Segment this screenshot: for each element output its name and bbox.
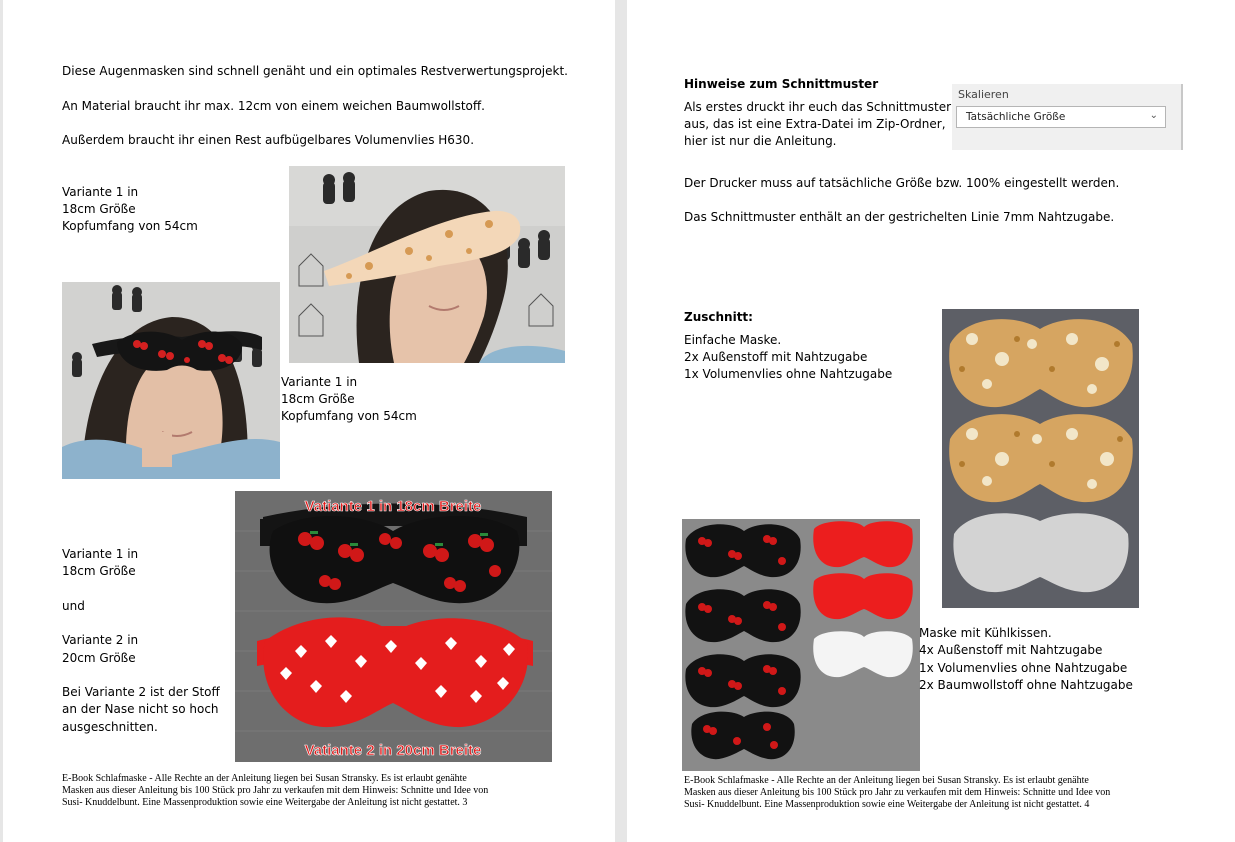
photo-cherry-pieces bbox=[682, 519, 920, 771]
caption-c-line-8: ausgeschnitten. bbox=[62, 720, 158, 734]
caption-c-line-4: Variante 2 in bbox=[62, 633, 139, 647]
photo-label-top: Vatiante 1 in 18cm Breite bbox=[304, 498, 482, 515]
scale-label: Skalieren bbox=[958, 88, 1009, 101]
hint-line-3: hier ist nur die Anleitung. bbox=[684, 134, 837, 148]
footer-line-3: Susi- Knuddelbunt. Eine Massenproduktion sowie eine Weitergabe der Anleitung ist nicht gestattet. 4 bbox=[684, 799, 1090, 810]
caption-c-line-5: 20cm Größe bbox=[62, 651, 136, 665]
photo-woman-cherry-mask bbox=[62, 282, 280, 479]
cut-cool-line-1: Maske mit Kühlkissen. bbox=[919, 626, 1052, 640]
photo-two-masks bbox=[235, 491, 552, 762]
footer-line-2: Masken aus dieser Anleitung bis 100 Stück pro Jahr zu verkaufen mit dem Hinweis: Schnitte und Idee von bbox=[684, 787, 1111, 798]
caption-b-line-2: 18cm Größe bbox=[281, 392, 355, 406]
photo-woman-paisley-mask bbox=[289, 166, 565, 363]
cut-cool-line-4: 2x Baumwollstoff ohne Nahtzugabe bbox=[919, 678, 1133, 692]
caption-c-line-7: an der Nase nicht so hoch bbox=[62, 702, 219, 716]
printer-note: Der Drucker muss auf tatsächliche Größe bzw. 100% eingestellt werden. bbox=[684, 176, 1120, 190]
cut-title: Zuschnitt: bbox=[684, 310, 753, 324]
cut-simple-line-2: 2x Außenstoff mit Nahtzugabe bbox=[684, 350, 868, 364]
intro-line-3: Außerdem braucht ihr einen Rest aufbügelbares Volumenvlies H630. bbox=[62, 133, 475, 147]
caption-c-line-6: Bei Variante 2 ist der Stoff bbox=[62, 685, 220, 699]
page-4 bbox=[627, 0, 1235, 842]
caption-c-line-1: Variante 1 in bbox=[62, 547, 139, 561]
hint-line-2: aus, das ist eine Extra-Datei im Zip-Ordner, bbox=[684, 117, 946, 131]
chevron-down-icon: ⌄ bbox=[1149, 110, 1158, 121]
cut-cool-line-3: 1x Volumenvlies ohne Nahtzugabe bbox=[919, 661, 1128, 675]
caption-b-line-1: Variante 1 in bbox=[281, 375, 358, 389]
photo-paisley-pieces bbox=[942, 309, 1139, 608]
intro-line-2: An Material braucht ihr max. 12cm von einem weichen Baumwollstoff. bbox=[62, 99, 485, 113]
cut-cool-line-2: 4x Außenstoff mit Nahtzugabe bbox=[919, 643, 1103, 657]
caption-c-line-2: 18cm Größe bbox=[62, 564, 136, 578]
caption-a-line-3: Kopfumfang von 54cm bbox=[62, 219, 198, 233]
footer-line-3: Susi- Knuddelbunt. Eine Massenproduktion sowie eine Weitergabe der Anleitung ist nicht gestattet. 3 bbox=[62, 797, 468, 808]
cut-simple-line-1: Einfache Maske. bbox=[684, 333, 782, 347]
photo-label-bottom: Vatiante 2 in 20cm Breite bbox=[304, 742, 482, 759]
caption-c-line-3: und bbox=[62, 599, 85, 613]
footer-line-1: E-Book Schlafmaske - Alle Rechte an der Anleitung liegen bei Susan Stransky. Es ist erlaubt genähte bbox=[684, 775, 1089, 786]
hint-title: Hinweise zum Schnittmuster bbox=[684, 77, 879, 91]
scale-select bbox=[956, 106, 1166, 128]
footer-line-2: Masken aus dieser Anleitung bis 100 Stück pro Jahr zu verkaufen mit dem Hinweis: Schnitte und Idee von bbox=[62, 785, 489, 796]
seam-note: Das Schnittmuster enthält an der gestrichelten Linie 7mm Nahtzugabe. bbox=[684, 210, 1115, 224]
caption-b-line-3: Kopfumfang von 54cm bbox=[281, 409, 417, 423]
hint-line-1: Als erstes druckt ihr euch das Schnittmuster bbox=[684, 100, 952, 114]
scale-select-value: Tatsächliche Größe bbox=[966, 111, 1066, 123]
cut-simple-line-3: 1x Volumenvlies ohne Nahtzugabe bbox=[684, 367, 893, 381]
footer-line-1: E-Book Schlafmaske - Alle Rechte an der Anleitung liegen bei Susan Stransky. Es ist erlaubt genähte bbox=[62, 773, 467, 784]
scale-dialog-screenshot bbox=[952, 84, 1183, 150]
caption-a-line-2: 18cm Größe bbox=[62, 202, 136, 216]
intro-line-1: Diese Augenmasken sind schnell genäht und ein optimales Restverwertungsprojekt. bbox=[62, 64, 568, 78]
caption-a-line-1: Variante 1 in bbox=[62, 185, 139, 199]
page-3 bbox=[3, 0, 615, 842]
